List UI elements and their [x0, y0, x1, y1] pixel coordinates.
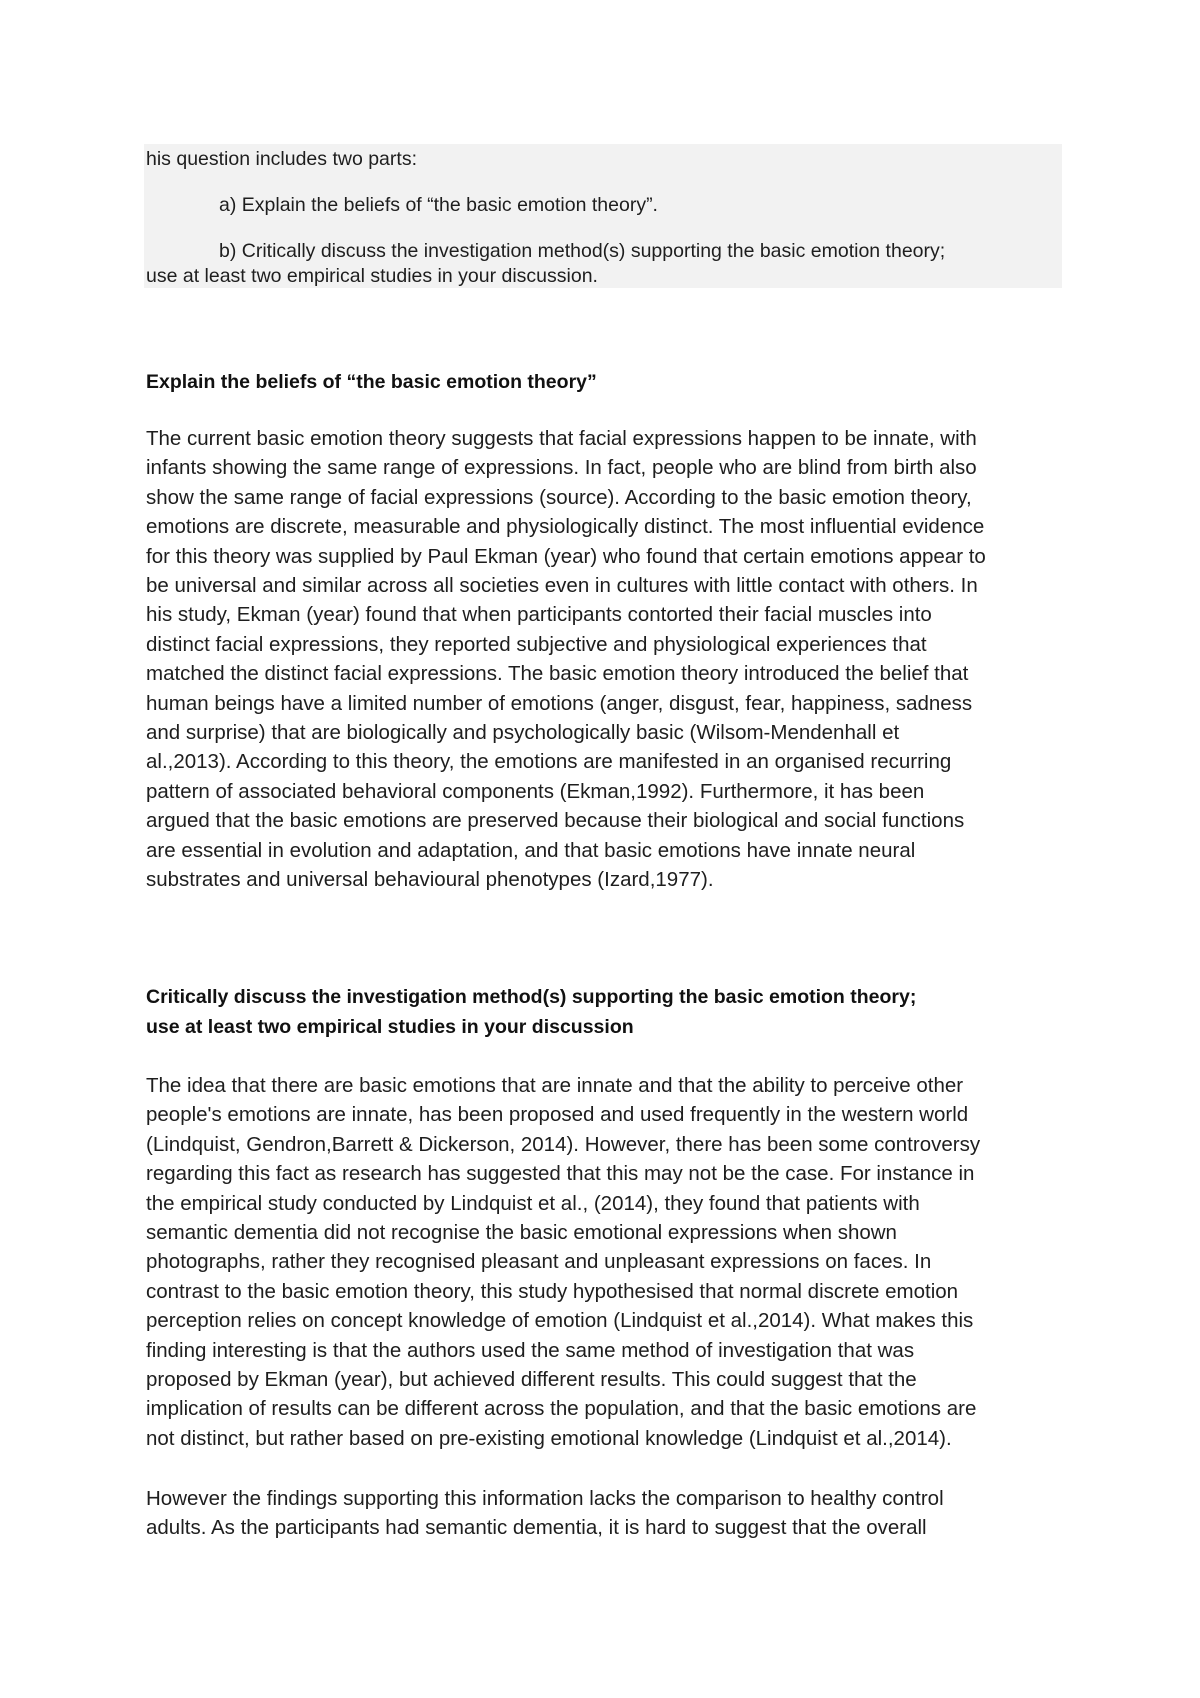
paragraph-line: argued that the basic emotions are preserved because their biological and social functions — [146, 809, 965, 833]
section2-paragraph-1 — [146, 1071, 1066, 1453]
paragraph-line: human beings have a limited number of emotions (anger, disgust, fear, happiness, sadness — [146, 691, 973, 715]
section1-heading: Explain the beliefs of “the basic emotion theory” — [146, 371, 597, 393]
paragraph-line: infants showing the same range of expressions. In fact, people who are blind from birth also — [146, 456, 977, 480]
paragraph-line: (Lindquist, Gendron,Barrett & Dickerson, 2014). However, there has been some controversy — [146, 1132, 981, 1156]
paragraph-line: However the findings supporting this information lacks the comparison to healthy control — [146, 1487, 944, 1510]
section2-heading: Critically discuss the investigation method(s) supporting the basic emotion theory; — [146, 986, 917, 1008]
paragraph-line: al.,2013). According to this theory, the emotions are manifested in an organised recurring — [146, 750, 952, 774]
paragraph-line: for this theory was supplied by Paul Ekman (year) who found that certain emotions appear to — [146, 544, 986, 568]
paragraph-line: The current basic emotion theory suggests that facial expressions happen to be innate, with — [146, 427, 977, 450]
paragraph-line: the empirical study conducted by Lindquist et al., (2014), they found that patients with — [146, 1191, 920, 1215]
paragraph-line: regarding this fact as research has suggested that this may not be the case. For instance in — [146, 1162, 975, 1186]
section2-heading-continued: use at least two empirical studies in your discussion — [146, 1016, 634, 1038]
paragraph-line: matched the distinct facial expressions. The basic emotion theory introduced the belief that — [146, 662, 969, 686]
paragraph-line: distinct facial expressions, they reported subjective and physiological experiences that — [146, 632, 927, 656]
question-intro: his question includes two parts: — [146, 148, 417, 170]
paragraph-line: finding interesting is that the authors used the same method of investigation that was — [146, 1338, 915, 1362]
paragraph-line: people's emotions are innate, has been proposed and used frequently in the western world — [146, 1103, 969, 1127]
question-part-b-continued: use at least two empirical studies in your discussion. — [146, 265, 598, 287]
paragraph-line: perception relies on concept knowledge of emotion (Lindquist et al.,2014). What makes this — [146, 1309, 974, 1333]
paragraph-line: are essential in evolution and adaptation, and that basic emotions have innate neural — [146, 838, 916, 862]
paragraph-line: adults. As the participants had semantic dementia, it is hard to suggest that the overall — [146, 1516, 927, 1540]
paragraph-line: substrates and universal behavioural phenotypes (Izard,1977). — [146, 868, 714, 892]
section2-paragraph-2 — [146, 1484, 1066, 1543]
paragraph-line: implication of results can be different across the population, and that the basic emotions are — [146, 1397, 977, 1421]
paragraph-line: show the same range of facial expressions (source). According to the basic emotion theory, — [146, 485, 972, 509]
paragraph-line: photographs, rather they recognised pleasant and unpleasant expressions on faces. In — [146, 1250, 932, 1274]
paragraph-line: emotions are discrete, measurable and physiologically distinct. The most influential evidence — [146, 515, 985, 539]
paragraph-line: proposed by Ekman (year), but achieved different results. This could suggest that the — [146, 1368, 917, 1392]
section1-paragraph — [146, 424, 1066, 895]
paragraph-line: semantic dementia did not recognise the basic emotional expressions when shown — [146, 1221, 897, 1245]
paragraph-line: and surprise) that are biologically and psychologically basic (Wilsom-Mendenhall et — [146, 721, 900, 745]
question-part-a: a) Explain the beliefs of “the basic emotion theory”. — [219, 194, 658, 216]
paragraph-line: his study, Ekman (year) found that when participants contorted their facial muscles into — [146, 603, 932, 627]
paragraph-line: be universal and similar across all societies even in cultures with little contact with others. In — [146, 574, 978, 598]
paragraph-line: not distinct, but rather based on pre-existing emotional knowledge (Lindquist et al.,2014). — [146, 1426, 952, 1450]
paragraph-line: contrast to the basic emotion theory, this study hypothesised that normal discrete emotion — [146, 1279, 959, 1303]
paragraph-line: pattern of associated behavioral components (Ekman,1992). Furthermore, it has been — [146, 779, 925, 803]
question-part-b: b) Critically discuss the investigation method(s) supporting the basic emotion theory; — [219, 240, 946, 262]
paragraph-line: The idea that there are basic emotions that are innate and that the ability to perceive other — [146, 1074, 964, 1097]
